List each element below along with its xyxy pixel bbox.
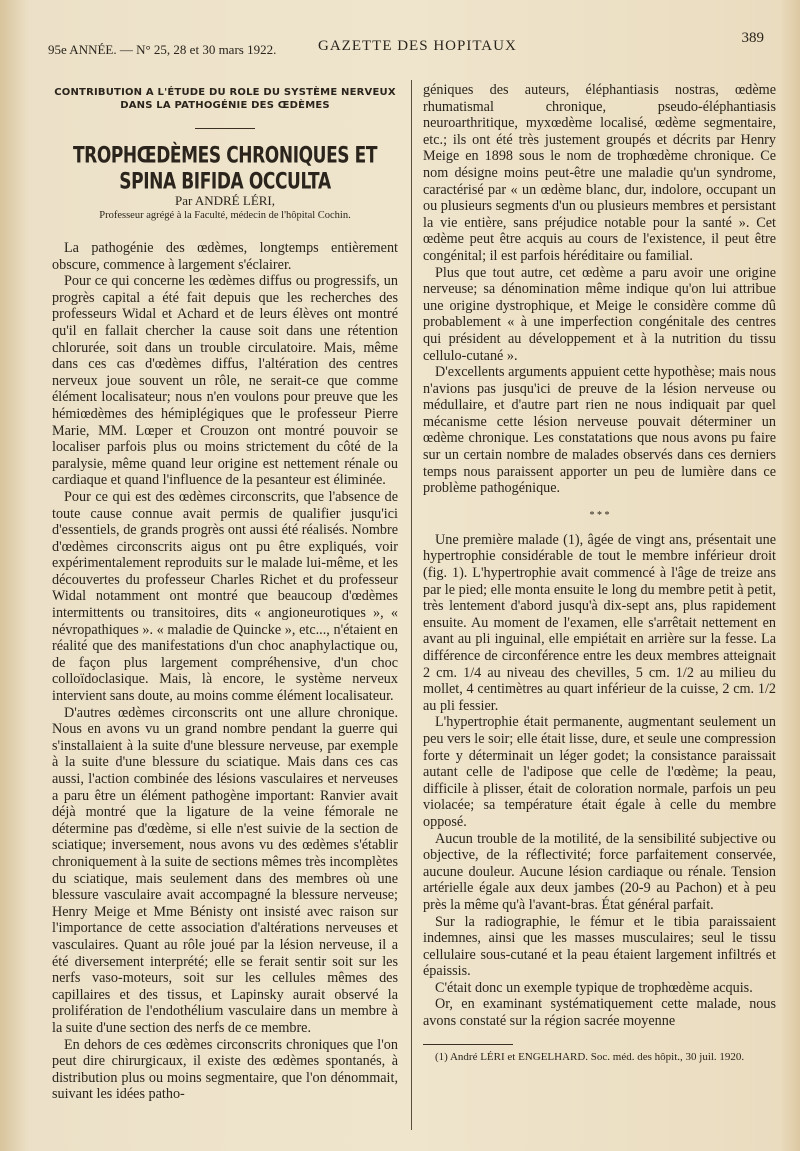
paragraph: En dehors de ces œdèmes circonscrits chroniques que l'on peut dire chirurgicaux, il existe des œdèmes spontanés, à distribution plus ou moins segmentaire, que l'on dénommait, suivant les idées patho-: [52, 1036, 398, 1103]
column-divider: [411, 80, 412, 1130]
paragraph: Aucun trouble de la motilité, de la sensibilité subjective ou objective, de la réflectivité; force parfaitement conservée, aucune douleur. Aucune lésion cardiaque ou rénale. Tension artérielle égale aux deux jambes (20-9 au Pachon) et à peu près la même qu'à l'avant-bras. État général parfait.: [423, 830, 776, 913]
paragraph: C'était donc un exemple typique de trophœdème acquis.: [435, 979, 753, 996]
journal-title: GAZETTE DES HOPITAUX: [318, 38, 517, 54]
issue-line: 95e ANNÉE. — N° 25, 28 et 30 mars 1922.: [48, 42, 277, 57]
section-asterism: * * *: [589, 509, 610, 521]
paragraph: Pour ce qui concerne les œdèmes diffus ou progressifs, un progrès capital a été fait depuis que les recherches des professeurs Widal et Achard et de leurs élèves ont montré qu'il en fallait chercher la cause soit dans une rétention chlorurée, soit dans un trouble circulatoire. Mais, même dans ces cas d'œdèmes diffus, l'altération des centres nerveux joue souvent un rôle, ne serait-ce que comme élément localisateur; nous n'en voulons pour preuve que les hémiœdèmes des hémiplégiques que le professeur Pierre Marie, MM. Lœper et Crouzon ont montré pouvoir se localiser parfois plus ou moins strictement du côté de la paralysie, même quand leur origine est nettement rénale ou cardiaque et quand l'influence de la pesanteur est éliminée.: [52, 273, 398, 489]
paragraph: L'hypertrophie était permanente, augmentant seulement un peu vers le soir; elle était lisse, dure, et seule une compression forte y déterminait un léger godet; la consistance paraissait autant celle de l'adipose que celle de l'œdème; la peau, difficile à plisser, était de coloration normale, parfois un peu violacée; sa température était égale à celle du membre opposé.: [423, 714, 776, 830]
paragraph: géniques des auteurs, éléphantiasis nostras, œdème rhumatismal chronique, pseudo-éléphantiasis neuroarthritique, myxœdème localisé, œdème segmentaire, etc.; ils ont été très justement groupés et décrits par Henry Meige en 1898 sous le nom de trophœdème chronique. Ce nom désigne moins peut-être une maladie qu'un syndrome, caractérisé par « un œdème blanc, dur, indolore, occupant un ou plusieurs segments d'un ou plusieurs membres et persistant la vie entière, sans préjudice notable pour la santé ». Cet œdème peut être acquis au cours de l'existence, il peut être congénital; il est parfois héréditaire ou familial.: [423, 82, 776, 264]
right-column: [423, 82, 776, 1064]
paragraph: Sur la radiographie, le fémur et le tibia paraissaient indemnes, ainsi que les masses musculaires; seul le tissu cellulaire sous-cutané et la peau étaient largement infiltrés et épaissis.: [423, 913, 776, 980]
article-kicker: CONTRIBUTION A L'ÉTUDE DU ROLE DU SYSTÈME NERVEUX DANS LA PATHOGÉNIE DES ŒDÈMES: [54, 87, 396, 111]
paragraph: Plus que tout autre, cet œdème a paru avoir une origine nerveuse; sa dénomination même indique qu'on lui attribue une origine dystrophique, et Meige le considère comme dû probablement « à une imperfection congénitale des centres qui président au développement et à la nutrition du tissu cellulo-cutané ».: [423, 264, 776, 364]
footnote-rule: [423, 1044, 513, 1045]
paragraph: Une première malade (1), âgée de vingt ans, présentait une hypertrophie considérable de tout le membre inférieur droit (fig. 1). L'hypertrophie avait commencé à l'âge de treize ans par le pied; elle monta ensuite le long du membre petit à petit, très lentement d'abord jusqu'à dix-sept ans, plus rapidement ensuite. Au moment de l'examen, elle s'arrêtait nettement en avant au pli inguinal, elle empiétait en arrière sur la fesse. La différence de circonférence entre les deux membres atteignait 2 cm. 1/4 au niveau des chevilles, 5 cm. 1/2 au milieu du mollet, 4 centimètres au quart inférieur de la cuisse, 2 cm. 1/2 au pli fessier.: [423, 531, 776, 714]
author-affiliation: Professeur agrégé à la Faculté, médecin de l'hôpital Cochin.: [99, 210, 351, 221]
paragraph: Or, en examinant systématiquement cette malade, nous avons constaté sur la région sacrée moyenne: [423, 996, 776, 1030]
left-column: [52, 82, 398, 1103]
paragraph: La pathogénie des œdèmes, longtemps entièrement obscure, commence à largement s'éclairer.: [52, 240, 398, 273]
paragraph: D'excellents arguments appuient cette hypothèse; mais nous n'avions pas jusqu'ici de preuve de la lésion nerveuse ou médullaire, et d'autre part rien ne nous indiquait par quel mécanisme cette lésion nerveuse pouvait déterminer un œdème chronique. Les constatations que nous avons pu faire sur un certain nombre de malades observés dans ces derniers temps nous paraissent apporter un peu de lumière dans ce problème pathogénique.: [423, 364, 776, 497]
page-number: 389: [741, 30, 764, 46]
paragraph: D'autres œdèmes circonscrits ont une allure chronique. Nous en avons vu un grand nombre pendant la guerre qui s'installaient à la suite d'une blessure nerveuse, par exemple à la suite d'une blessure du sciatique. Mais dans ces cas aussi, l'action combinée des lésions vasculaires et nerveuses a paru être un élément pathogène important: Ranvier avait déjà montré que la ligature de la veine fémorale ne détermine pas d'œdème, si elle n'est suivie de la section de sciatique; inversement, nous avons vu des œdèmes s'établir chroniquement à la suite de sections mêmes très incomplètes du sciatique, mais seulement dans des membres où une blessure vasculaire avait accompagné la blessure nerveuse; Henry Meige et Mme Bénisty ont insisté avec raison sur l'importance de cette association d'altérations nerveuses et vasculaires. Quant au rôle joué par la lésion nerveuse, il a été diversement interprété; elle se ferait sentir soit sur les nerfs vaso-moteurs, soit sur les cellules mêmes des capillaires et des tissus, et Lapinsky aurait observé la prolifération de l'endothélium vasculaire dans un membre à la suite d'une section des nerfs de ce membre.: [52, 704, 398, 1036]
running-header: [48, 28, 766, 62]
article-title: TROPHŒDÈMES CHRONIQUES ET SPINA BIFIDA OCCULTA: [72, 143, 378, 195]
paragraph: Pour ce qui est des œdèmes circonscrits, que l'absence de toute cause connue avait permis de qualifier jusqu'ici d'essentiels, de grands progrès ont aussi été réalisés. Nombre d'œdèmes circonscrits aigus ont pu être expliqués, voir expérimentalement reproduits sur le malade lui-même, et les découvertes du professeur Charles Richet et du professeur Widal notamment ont montré que beaucoup d'œdèmes intermittents ou transitoires, dits « angioneurotiques », « névropathiques ». « maladie de Quincke », etc..., n'étaient en réalité que des manifestations d'un choc anaphylactique ou, de façon plus largement compréhensive, d'un choc colloïdoclasique. Mais, là encore, le système nerveux intervient sans doute, au moins comme élément localisateur.: [52, 488, 398, 705]
author-byline: Par ANDRÉ LÉRI,: [174, 193, 276, 208]
footnote: (1) André LÉRI et ENGELHARD. Soc. méd. des hôpit., 30 juil. 1920.: [435, 1050, 745, 1063]
title-rule: [195, 128, 255, 129]
